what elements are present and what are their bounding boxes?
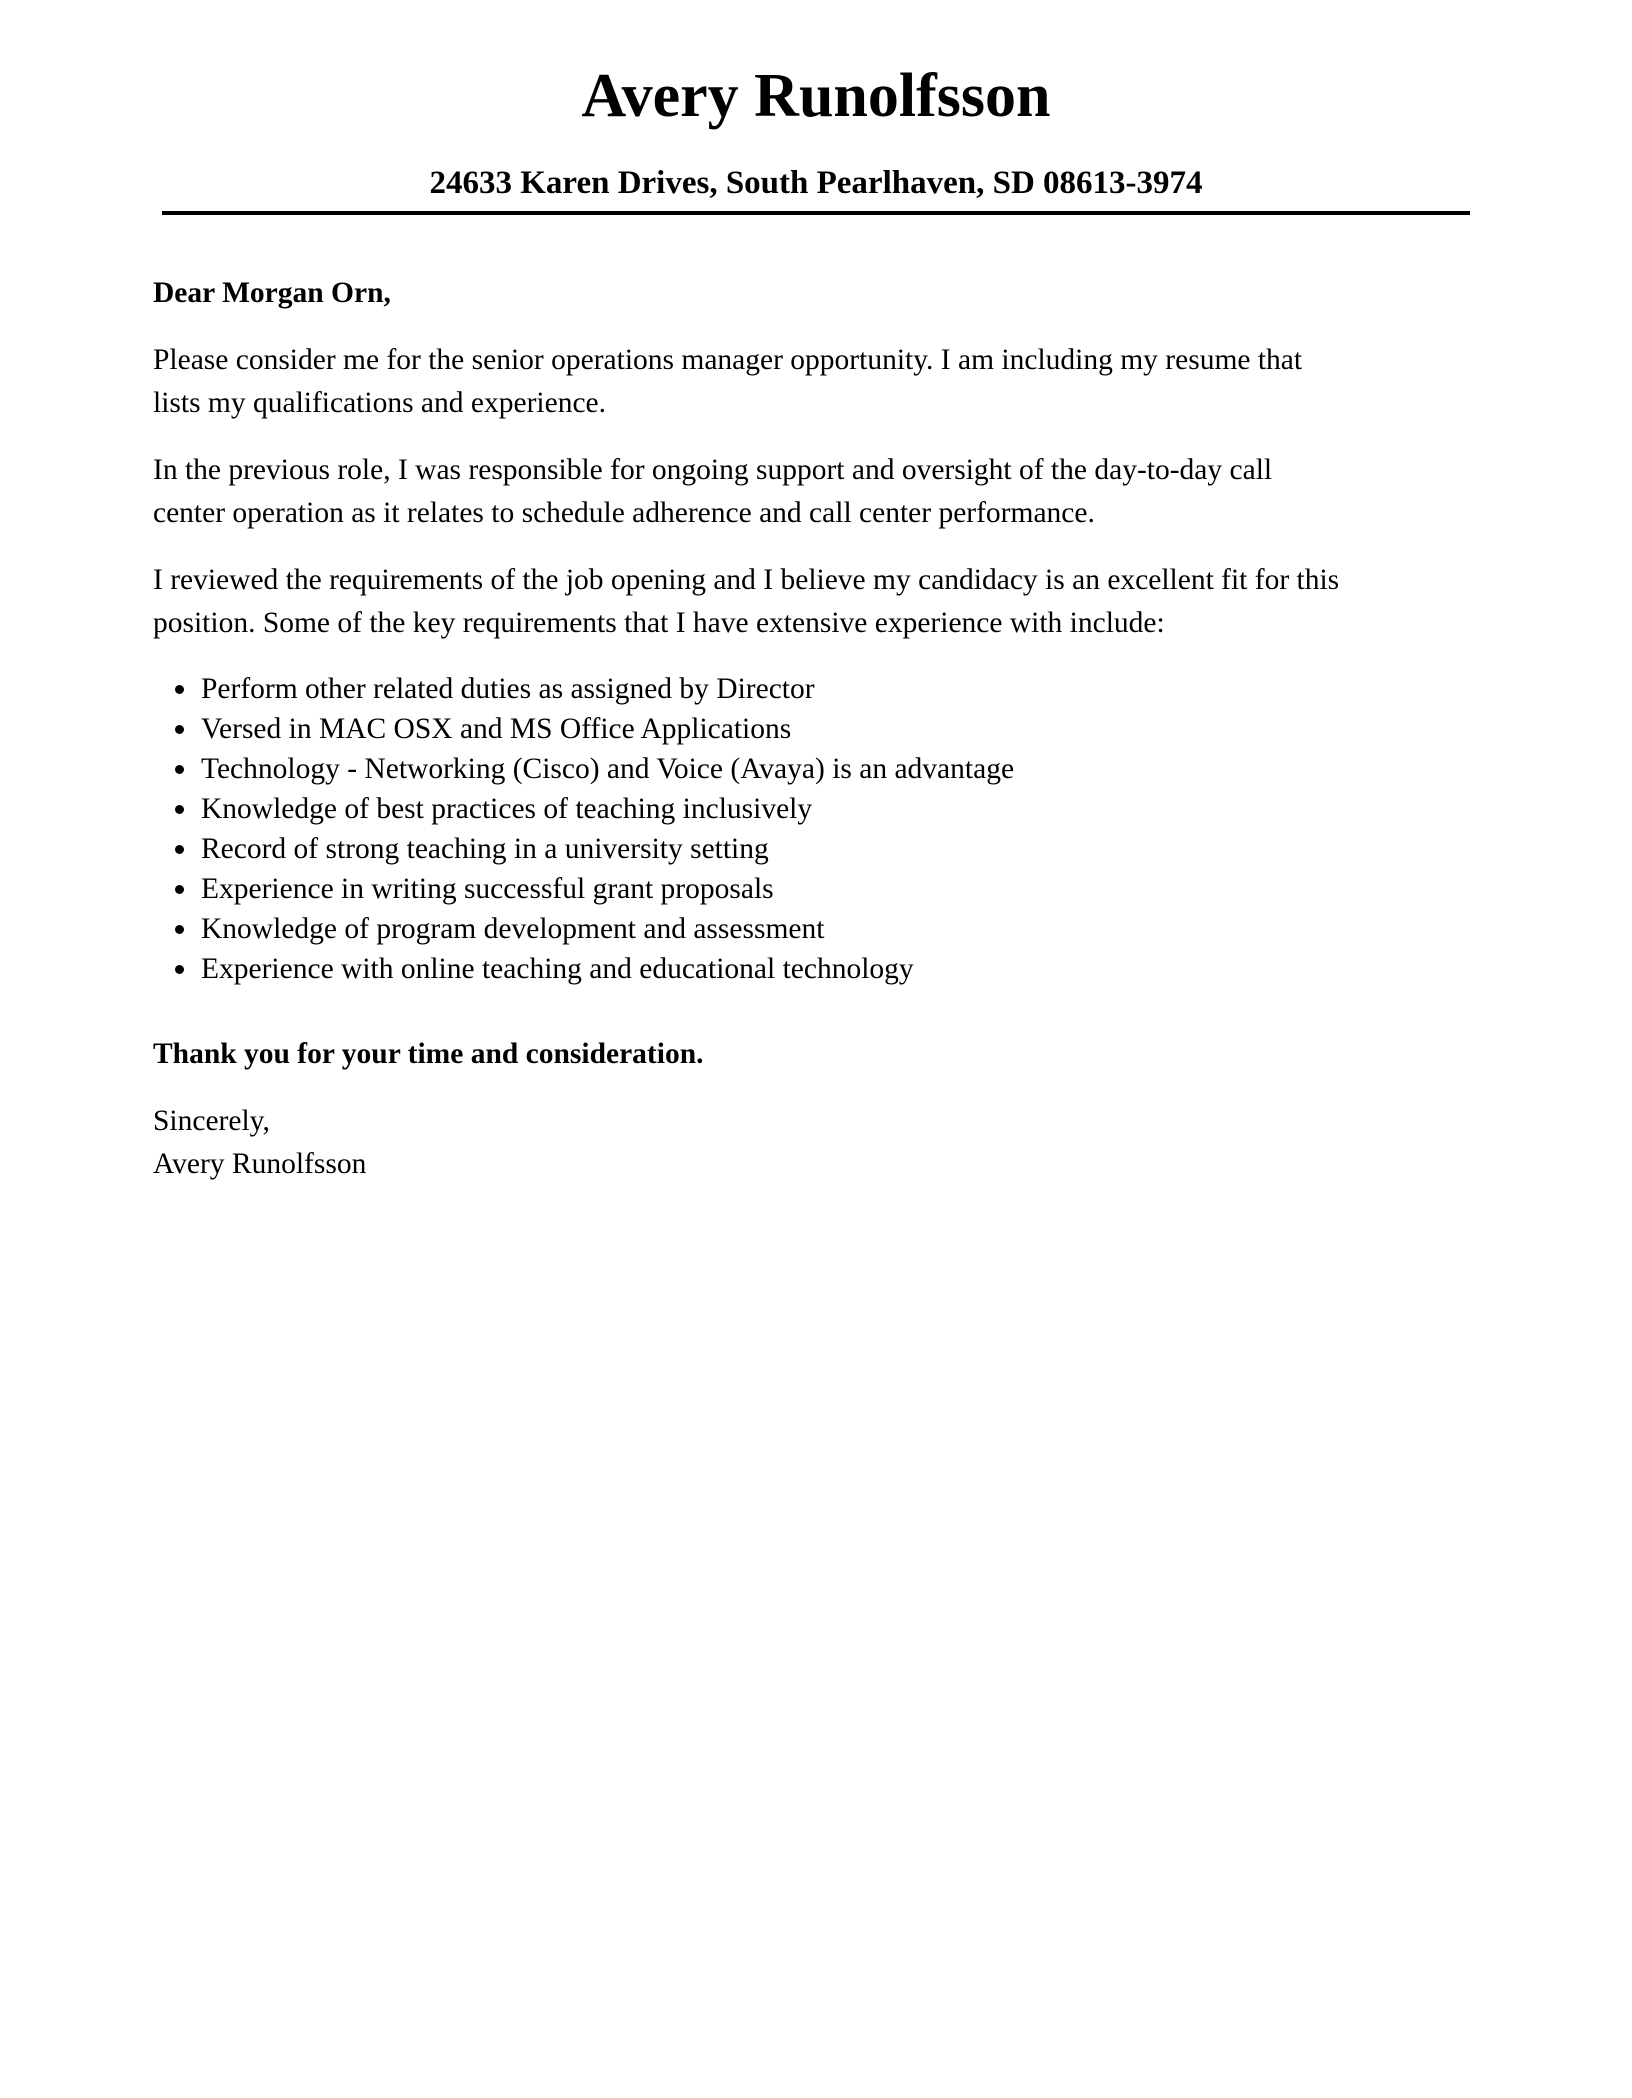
paragraph-requirements-intro: [153, 559, 1483, 645]
list-item: [153, 749, 1483, 789]
paragraph-previous-role: [153, 449, 1483, 535]
salutation: Dear Morgan Orn,: [153, 277, 391, 309]
signature-name: Avery Runolfsson: [153, 1148, 367, 1180]
bullet-icon: [175, 885, 184, 894]
list-item: [153, 949, 1483, 989]
paragraph-line: Please consider me for the senior operations manager opportunity. I am including my resume that: [153, 344, 1303, 376]
list-item-text: Versed in MAC OSX and MS Office Applications: [201, 713, 792, 745]
paragraph-line: center operation as it relates to schedule adherence and call center performance.: [153, 497, 1095, 529]
letter-body: [153, 272, 1483, 1186]
bullet-icon: [175, 845, 184, 854]
list-item: [153, 709, 1483, 749]
signoff-text: Sincerely,: [153, 1105, 270, 1137]
bullet-icon: [175, 925, 184, 934]
paragraph-line: position. Some of the key requirements that I have extensive experience with include:: [153, 607, 1165, 639]
signature-block: [153, 1100, 1483, 1186]
paragraph-intro: [153, 339, 1483, 425]
bullet-icon: [175, 725, 184, 734]
bullet-icon: [175, 805, 184, 814]
list-item-text: Record of strong teaching in a university setting: [201, 833, 769, 865]
list-item: [153, 669, 1483, 709]
list-item-text: Experience in writing successful grant proposals: [201, 873, 774, 905]
paragraph-line: In the previous role, I was responsible for ongoing support and oversight of the day-to-day call: [153, 454, 1273, 486]
list-item: [153, 909, 1483, 949]
list-item-text: Technology - Networking (Cisco) and Voice (Avaya) is an advantage: [201, 753, 1015, 785]
list-item-text: Experience with online teaching and educational technology: [201, 953, 914, 985]
paragraph-line: lists my qualifications and experience.: [153, 387, 607, 419]
bullet-icon: [175, 685, 184, 694]
requirements-list: [153, 669, 1483, 989]
list-item: [153, 829, 1483, 869]
header-divider: [162, 211, 1470, 215]
bullet-icon: [175, 765, 184, 774]
list-item-text: Perform other related duties as assigned by Director: [201, 673, 815, 705]
applicant-address: 24633 Karen Drives, South Pearlhaven, SD 08613-3974: [429, 165, 1203, 201]
list-item: [153, 869, 1483, 909]
list-item-text: Knowledge of best practices of teaching inclusively: [201, 793, 813, 825]
list-item: [153, 789, 1483, 829]
applicant-name-heading: Avery Runolfsson: [581, 62, 1051, 130]
paragraph-line: I reviewed the requirements of the job opening and I believe my candidacy is an excellent fit for this: [153, 564, 1340, 596]
bullet-icon: [175, 965, 184, 974]
list-item-text: Knowledge of program development and assessment: [201, 913, 825, 945]
closing-statement: Thank you for your time and consideration.: [153, 1038, 704, 1070]
